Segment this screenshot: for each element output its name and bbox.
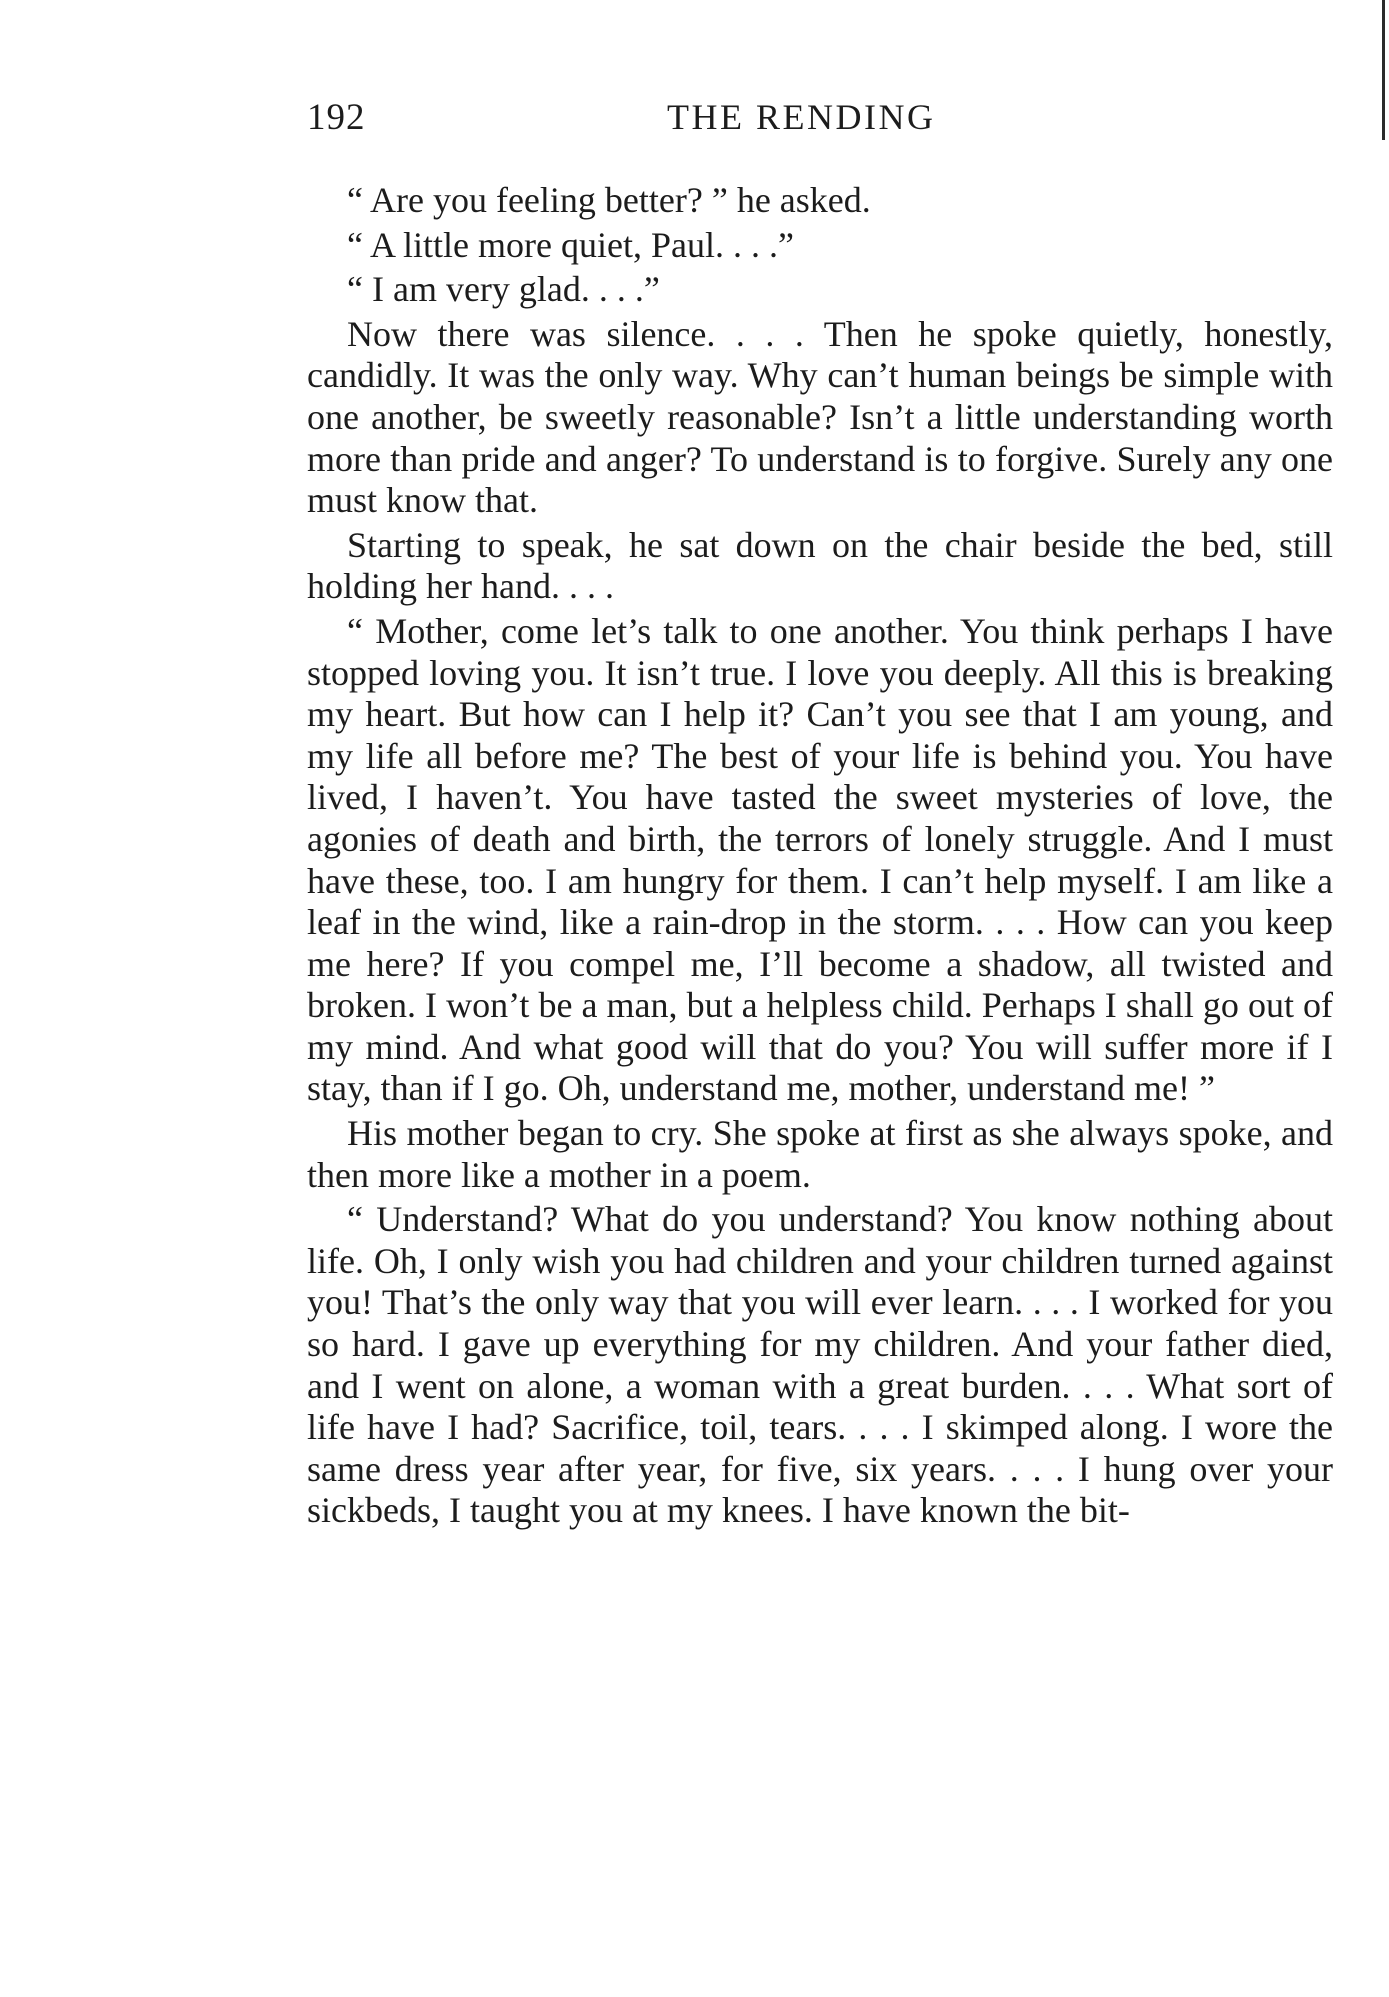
body-text (307, 180, 1333, 1535)
paragraph-mother-cry: His mother began to cry. She spoke at first as she always spoke, and then more like a mother in a poem. (307, 1113, 1333, 1195)
page-number: 192 (307, 97, 366, 138)
running-title: THE RENDING (667, 97, 936, 137)
paragraph-reply: “ A little more quiet, Paul. . . .” (347, 224, 794, 265)
paragraph-starting: Starting to speak, he sat down on the chair beside the bed, still holding her hand. . . . (307, 524, 1333, 607)
paragraph-understand: “ Understand? What do you understand? You know nothing about life. Oh, I only wish you had children and your children turned against you! That’s the only way that you will ever learn. . . . I worked for you so hard. I gave up everything for my children. And your father died, and I went on alone, a woman with a great burden. . . . What sort of life have I had? Sacrifice, toil, tears. . . . I skimped along. I wore the same dress year after year, for five, six years. . . . I hung over your sickbeds, I taught you at my knees. I have known the bit- (307, 1199, 1333, 1531)
page-edge-mark (1382, 0, 1385, 140)
page-header (307, 96, 1333, 146)
paragraph-silence: Now there was silence. . . . Then he spoke quietly, honestly, candidly. It was the only way. Why can’t human beings be simple with one another, be sweetly reasonable? Isn’t a little understanding worth more than pride and anger? To understand is to forgive. Surely any one must know that. (307, 313, 1333, 521)
paragraph-glad: “ I am very glad. . . .” (347, 269, 660, 310)
paragraph-mother-speech: “ Mother, come let’s talk to one another. You think perhaps I have stopped loving you. It isn’t true. I love you deeply. All this is breaking my heart. But how can I help it? Can’t you see that I am young, and my life all before me? The best of your life is behind you. You have lived, I haven’t. You have tasted the sweet mysteries of love, the agonies of death and birth, the terrors of lonely struggle. And I must have these, too. I am hungry for them. I can’t help myself. I am like a leaf in the wind, like a rain-drop in the storm. . . . How can you keep me here? If you compel me, I’ll become a shadow, all twisted and broken. I won’t be a man, but a helpless child. Perhaps I shall go out of my mind. And what good will that do you? You will suffer more if I stay, than if I go. Oh, understand me, mother, understand me! ” (307, 610, 1333, 1109)
paragraph-question: “ Are you feeling better? ” he asked. (347, 180, 871, 220)
